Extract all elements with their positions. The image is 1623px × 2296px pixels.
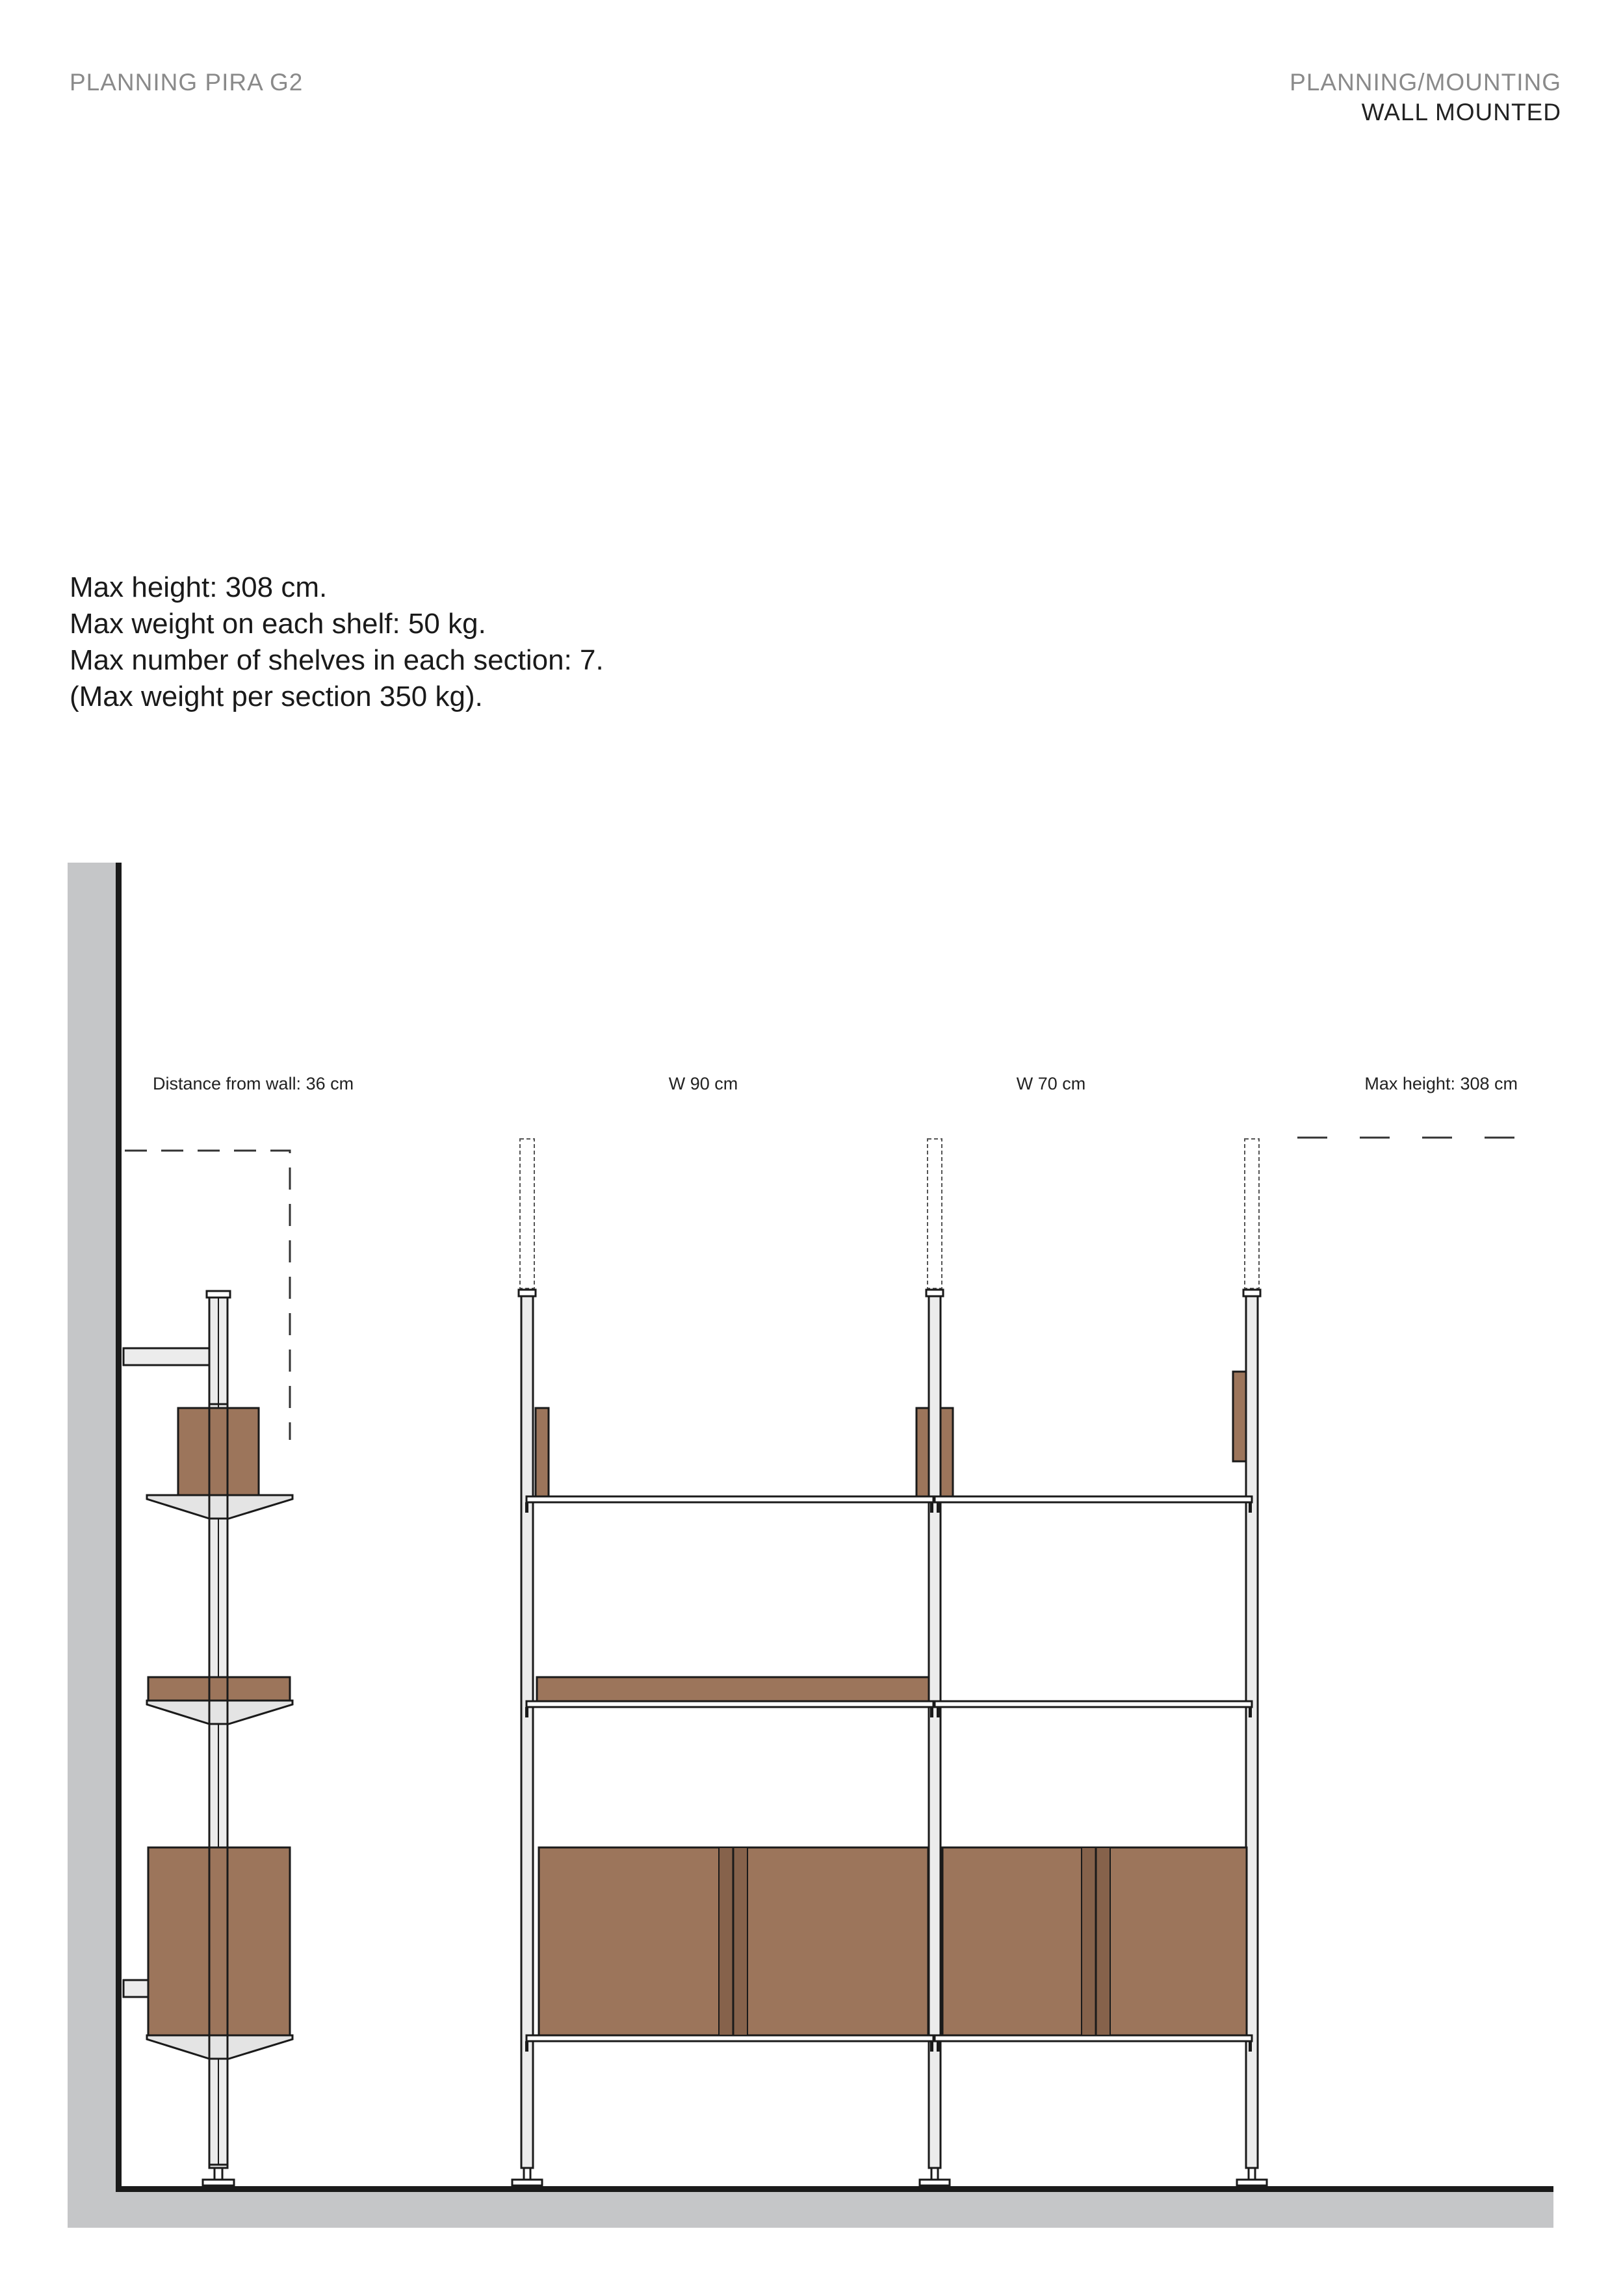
front-pole-3-extension <box>1245 1139 1259 1288</box>
front-shelf-bottom-bracket-4 <box>1249 2041 1252 2052</box>
front-shelf-bottom-bracket-2 <box>930 2041 933 2052</box>
side-pole-cap <box>207 1291 230 1298</box>
side-pole-foot <box>203 2180 234 2185</box>
label-width-section-1: W 90 cm <box>668 1074 738 1093</box>
side-cabinet <box>148 1847 290 2035</box>
front-bookend-center-right <box>941 1408 953 1496</box>
front-pole-3-cap <box>1243 1290 1260 1296</box>
section-subtitle: WALL MOUNTED <box>1361 99 1561 125</box>
front-shelf-middle-bracket-3 <box>937 1707 940 1717</box>
spec-max-height: Max height: 308 cm. <box>70 571 328 603</box>
section-title: PLANNING/MOUNTING <box>1290 69 1561 96</box>
front-shelf-middle-bracket-4 <box>1249 1707 1252 1717</box>
front-pole-2-cap <box>926 1290 943 1296</box>
label-width-section-2: W 70 cm <box>1016 1074 1086 1093</box>
front-pole-1-extension <box>520 1139 534 1288</box>
front-shelf-middle-bracket-2 <box>930 1707 933 1717</box>
front-pole-2-foot <box>920 2180 950 2185</box>
side-pole-foot-stem <box>214 2168 222 2180</box>
front-pole-2-extension <box>928 1139 942 1288</box>
side-wall-bracket-upper <box>123 1348 209 1365</box>
side-box-top <box>178 1408 259 1495</box>
wall-section <box>68 863 120 2195</box>
spec-max-weight-shelf: Max weight on each shelf: 50 kg. <box>70 608 486 640</box>
front-pole-1-foot <box>512 2180 542 2185</box>
floor-section <box>68 2187 1553 2228</box>
front-shelf-middle-bracket-1 <box>525 1707 528 1717</box>
front-shelf-top-left <box>526 1496 933 1502</box>
side-shelf-bracket-2 <box>147 1701 292 1724</box>
front-shelf-bottom-bracket-3 <box>937 2041 940 2052</box>
front-wood-board-middle <box>537 1677 929 1701</box>
label-max-height: Max height: 308 cm <box>1364 1074 1518 1093</box>
wall-face-line <box>116 863 122 2192</box>
label-distance-from-wall: Distance from wall: 36 cm <box>153 1074 354 1093</box>
front-pole-3-foot <box>1237 2180 1267 2185</box>
front-shelf-bottom-bracket-1 <box>525 2041 528 2052</box>
front-bookend-left <box>536 1408 549 1496</box>
front-shelf-middle-right <box>935 1701 1252 1707</box>
front-pole-3-foot-stem <box>1249 2168 1255 2180</box>
floor-face-line <box>116 2186 1553 2192</box>
side-shelf-bracket-1 <box>147 1495 292 1519</box>
front-pole-2-foot-stem <box>931 2168 938 2180</box>
front-pole-1-cap <box>519 1290 536 1296</box>
front-wall-panel-right <box>1233 1372 1246 1461</box>
front-shelf-top-right <box>935 1496 1252 1502</box>
front-shelf-top-bracket-3 <box>937 1502 940 1513</box>
front-shelf-top-bracket-1 <box>525 1502 528 1513</box>
spec-max-weight-section: (Max weight per section 350 kg). <box>70 681 483 712</box>
front-shelf-top-bracket-2 <box>930 1502 933 1513</box>
front-pole-1-foot-stem <box>524 2168 530 2180</box>
spec-max-shelves: Max number of shelves in each section: 7. <box>70 644 604 676</box>
front-bookend-center-left <box>916 1408 929 1496</box>
side-shelf-bracket-3 <box>147 2035 292 2059</box>
document-title: PLANNING PIRA G2 <box>70 69 304 96</box>
front-shelf-top-bracket-4 <box>1249 1502 1252 1513</box>
side-book-middle <box>148 1677 290 1701</box>
